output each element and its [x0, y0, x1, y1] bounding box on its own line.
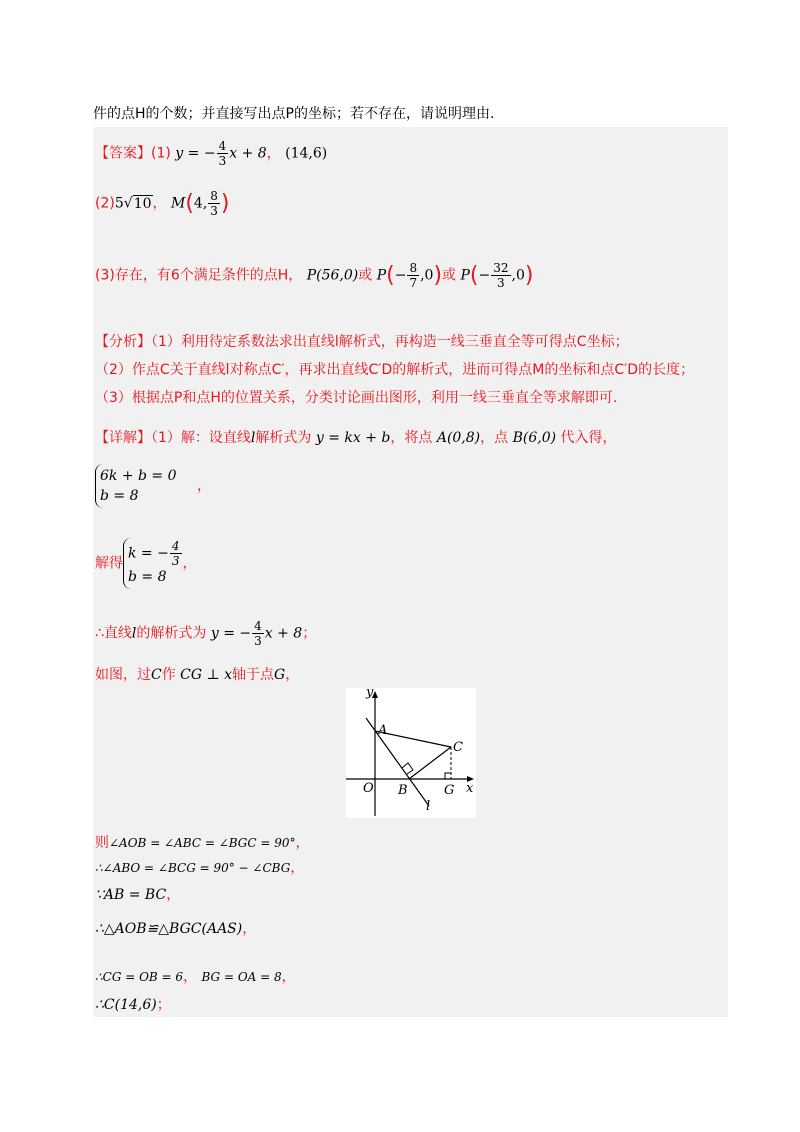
detail-label: 【详解】	[95, 430, 151, 446]
answer-part2-prefix: (2)	[95, 195, 115, 212]
answer-p3-frac: $\frac{32}{3}$	[493, 261, 509, 290]
answer-part3-text: (3)存在，有6个满足条件的点H，	[95, 267, 303, 284]
equation-system-2: k = − $\frac{4}{3}$ b = 8	[123, 538, 183, 589]
answer-part3: (3)存在，有6个满足条件的点H， P(56,0)或 P(− $\frac{8}{7}$ ,0)或 P(− $\frac{32}{3}$ ,0)	[95, 261, 534, 290]
equation-system-1: 6k + b = 0 b = 8	[95, 464, 177, 508]
solve-label: 解得	[95, 555, 123, 572]
answer-point-c: (14,6)	[285, 145, 328, 162]
detail-line1: 【详解】（1）解：设直线l解析式为 y = kx + b，将点 A(0,8)，点 B(6,0) 代入得，	[95, 430, 617, 446]
answer-m-frac: $\frac{8}{3}$	[210, 189, 218, 218]
detail-system1: 6k + b = 0 b = 8 ，	[95, 464, 211, 508]
proof-line3: ∵AB = BC，	[95, 887, 181, 903]
proof-line6: ∴C(14,6)；	[95, 997, 171, 1013]
answer-part1-prefix: (1)	[151, 145, 171, 162]
label-a: A	[378, 723, 388, 738]
answer-eq-y: y = −	[175, 145, 216, 162]
proof-line4: ∴△AOB≌△BGC(AAS)，	[95, 921, 257, 937]
label-b: B	[398, 783, 408, 798]
proof-line1: 则∠AOB = ∠ABC = ∠BGC = 90°，	[95, 835, 310, 851]
answer-part2: (2)5√10， M(4, $\frac{8}{3}$ )	[95, 189, 230, 218]
answer-m-label: M	[170, 195, 186, 212]
analysis-line2: （2）作点C关于直线l对称点C′，再求出直线C′D的解析式，进而可得点M的坐标和点C′D的长度；	[95, 362, 695, 378]
detail-solve: 解得 k = − $\frac{4}{3}$ b = 8 ，	[95, 538, 197, 589]
answer-eq-frac: $\frac{4}{3}$	[218, 139, 227, 168]
label-g: G	[444, 783, 455, 798]
proof-line5: ∴CG = OB = 6， BG = OA = 8，	[95, 969, 296, 985]
intro-line: 件的点H的个数；并直接写出点P的坐标；若不存在，请说明理由.	[93, 106, 495, 122]
answer-p2-frac: $\frac{8}{7}$	[409, 261, 418, 290]
proof-line2: ∴∠ABO = ∠BCG = 90° − ∠CBG，	[95, 860, 305, 876]
answer-p1: P(56,0)	[306, 267, 359, 284]
analysis-label: 【分析】	[95, 334, 151, 350]
detail-figure-line: 如图，过C作 CG ⊥ x轴于点G，	[95, 667, 300, 683]
label-o: O	[363, 781, 374, 796]
detail-therefore-line: ∴直线l的解析式为 y = − $\frac{4}{3}$ x + 8；	[95, 619, 317, 648]
analysis-line1: 【分析】（1）利用待定系数法求出直线l解析式，再构造一线三垂直全等可得点C坐标；	[95, 334, 629, 350]
label-x: x	[466, 781, 474, 796]
geometry-figure	[346, 688, 476, 818]
answer-part1: 【答案】(1) y = − $\frac{4}{3}$ x + 8， (14,6)	[95, 139, 328, 168]
answer-label: 【答案】	[95, 145, 151, 162]
label-l: l	[426, 799, 431, 814]
analysis-line3: （3）根据点P和点H的位置关系，分类讨论画出图形，利用一线三垂直全等求解即可.	[95, 390, 618, 406]
label-y: y	[366, 688, 374, 700]
label-c: C	[453, 740, 463, 755]
answer-eq-tail: x + 8	[229, 145, 267, 162]
answer-part2-value: 5√10	[114, 195, 152, 212]
